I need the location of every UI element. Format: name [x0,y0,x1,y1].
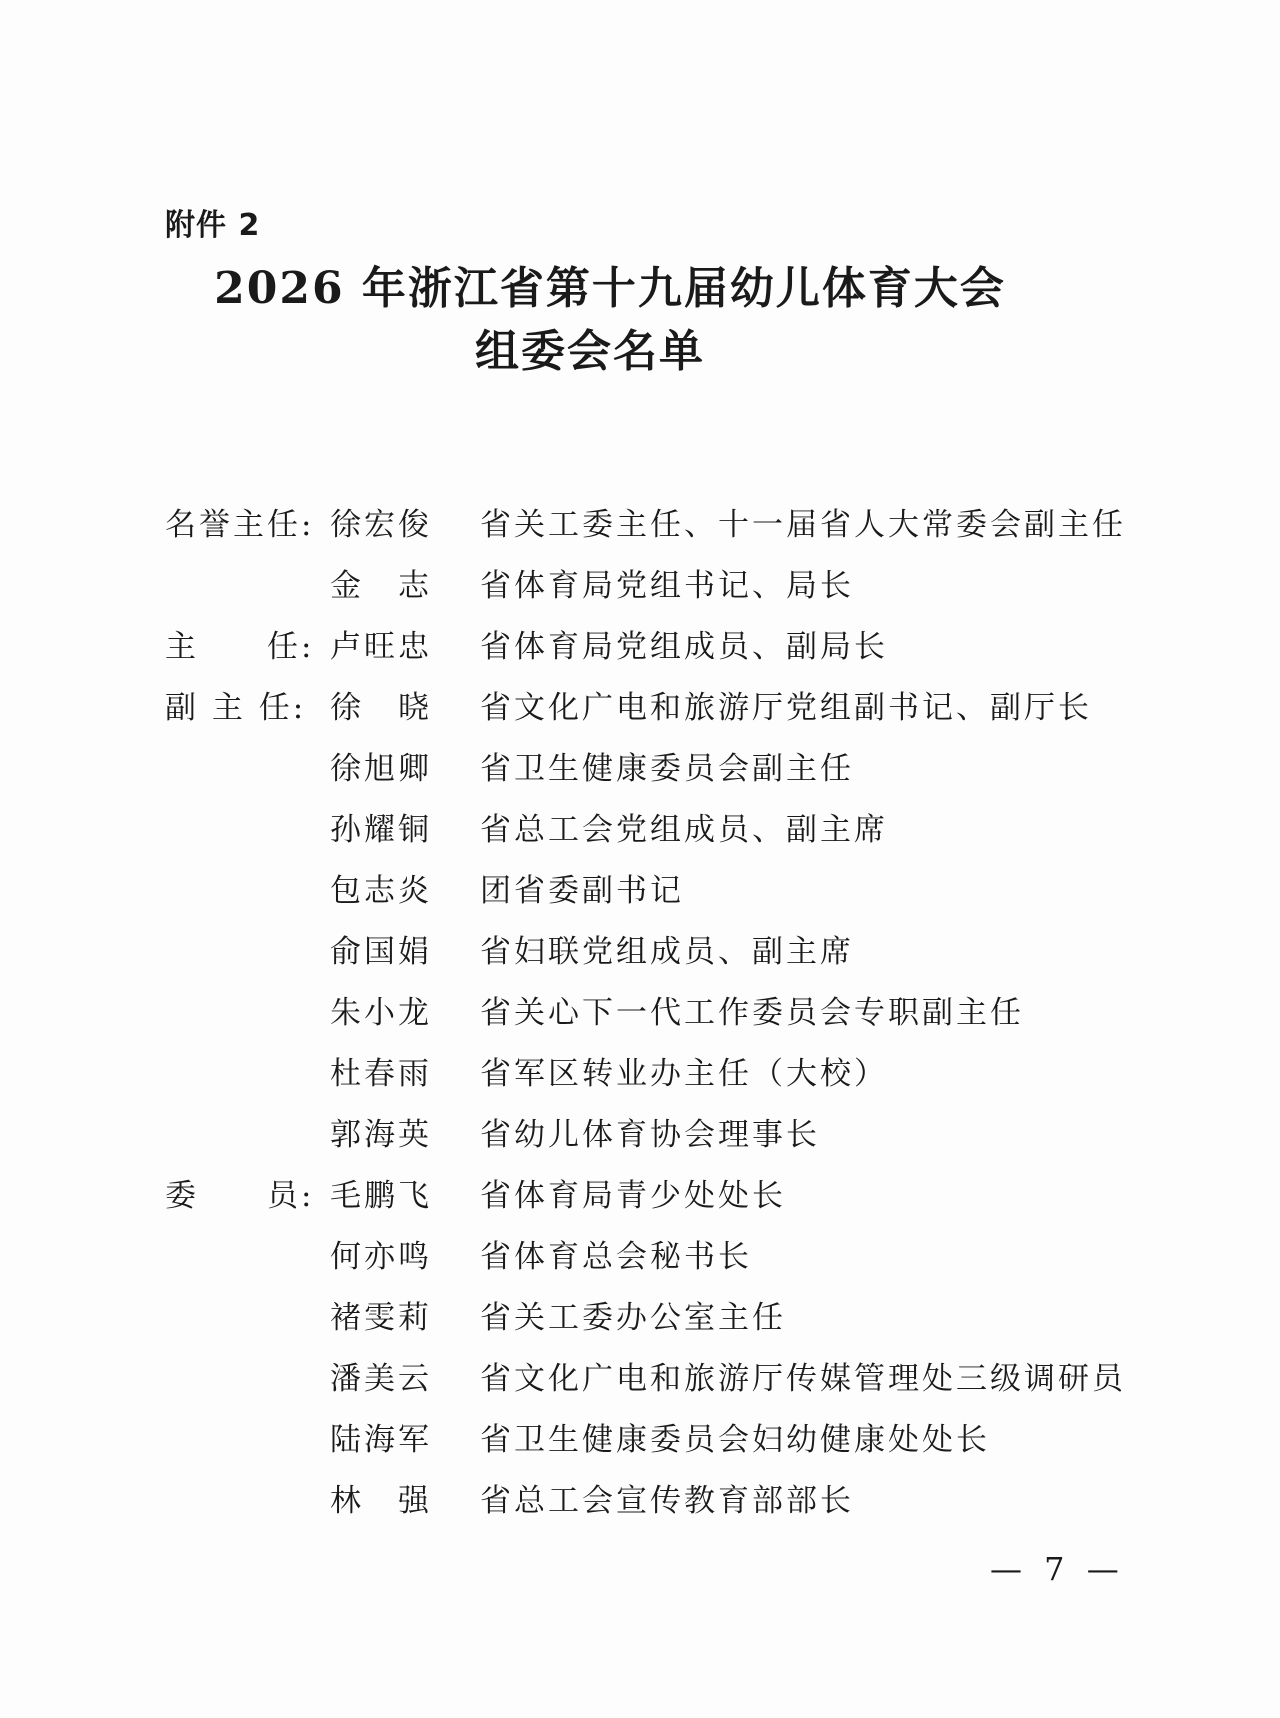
member-duty: 省关工委办公室主任 [480,1300,786,1336]
member-row [165,1105,1165,1166]
member-row [165,1166,1165,1227]
member-name: 孙耀铜 [330,812,432,848]
member-duty: 省文化广电和旅游厅党组副书记、副厅长 [480,690,1092,726]
member-name: 徐 晓 [330,690,432,726]
member-duty: 省关心下一代工作委员会专职副主任 [480,995,1024,1031]
member-list [165,495,1165,1532]
member-name: 林 强 [330,1483,432,1519]
page-number: — 7 — [990,1550,1125,1588]
member-row [165,556,1165,617]
member-row [165,617,1165,678]
member-name: 朱小龙 [330,995,432,1031]
member-name: 包志炎 [330,873,432,909]
member-duty: 省体育总会秘书长 [480,1239,752,1275]
member-name: 潘美云 [330,1361,432,1397]
member-row [165,495,1165,556]
member-duty: 省体育局青少处处长 [480,1178,786,1214]
member-name: 褚雯莉 [330,1300,432,1336]
member-name: 金 志 [330,568,432,604]
member-name: 卢旺忠 [330,629,432,665]
member-name: 徐宏俊 [330,507,432,543]
document-subtitle: 组委会名单 [475,326,705,377]
member-row [165,1410,1165,1471]
document-title: 2026 年浙江省第十九届幼儿体育大会 [214,263,1006,314]
member-row [165,1349,1165,1410]
member-name: 杜春雨 [330,1056,432,1092]
member-name: 陆海军 [330,1422,432,1458]
member-row [165,1044,1165,1105]
member-duty: 省文化广电和旅游厅传媒管理处三级调研员 [480,1361,1126,1397]
member-duty: 团省委副书记 [480,873,684,909]
member-duty: 省卫生健康委员会妇幼健康处处长 [480,1422,990,1458]
member-row [165,739,1165,800]
member-duty: 省总工会宣传教育部部长 [480,1483,854,1519]
member-row [165,678,1165,739]
member-duty: 省军区转业办主任（大校） [480,1056,888,1092]
member-duty: 省幼儿体育协会理事长 [480,1117,820,1153]
member-row [165,983,1165,1044]
attachment-label: 附件 2 [165,208,261,243]
member-row [165,800,1165,861]
member-role: 副 主 任: [165,690,307,726]
member-role: 委 员: [165,1178,315,1214]
member-name: 俞国娟 [330,934,432,970]
member-duty: 省体育局党组书记、局长 [480,568,854,604]
member-row [165,922,1165,983]
member-duty: 省体育局党组成员、副局长 [480,629,888,665]
member-duty: 省关工委主任、十一届省人大常委会副主任 [480,507,1126,543]
member-duty: 省妇联党组成员、副主席 [480,934,854,970]
member-duty: 省总工会党组成员、副主席 [480,812,888,848]
member-row [165,861,1165,922]
member-name: 徐旭卿 [330,751,432,787]
member-row [165,1227,1165,1288]
member-row [165,1471,1165,1532]
member-row [165,1288,1165,1349]
member-duty: 省卫生健康委员会副主任 [480,751,854,787]
member-name: 毛鹏飞 [330,1178,432,1214]
member-name: 何亦鸣 [330,1239,432,1275]
member-name: 郭海英 [330,1117,432,1153]
member-role: 名誉主任: [165,507,315,543]
member-role: 主 任: [165,629,315,665]
